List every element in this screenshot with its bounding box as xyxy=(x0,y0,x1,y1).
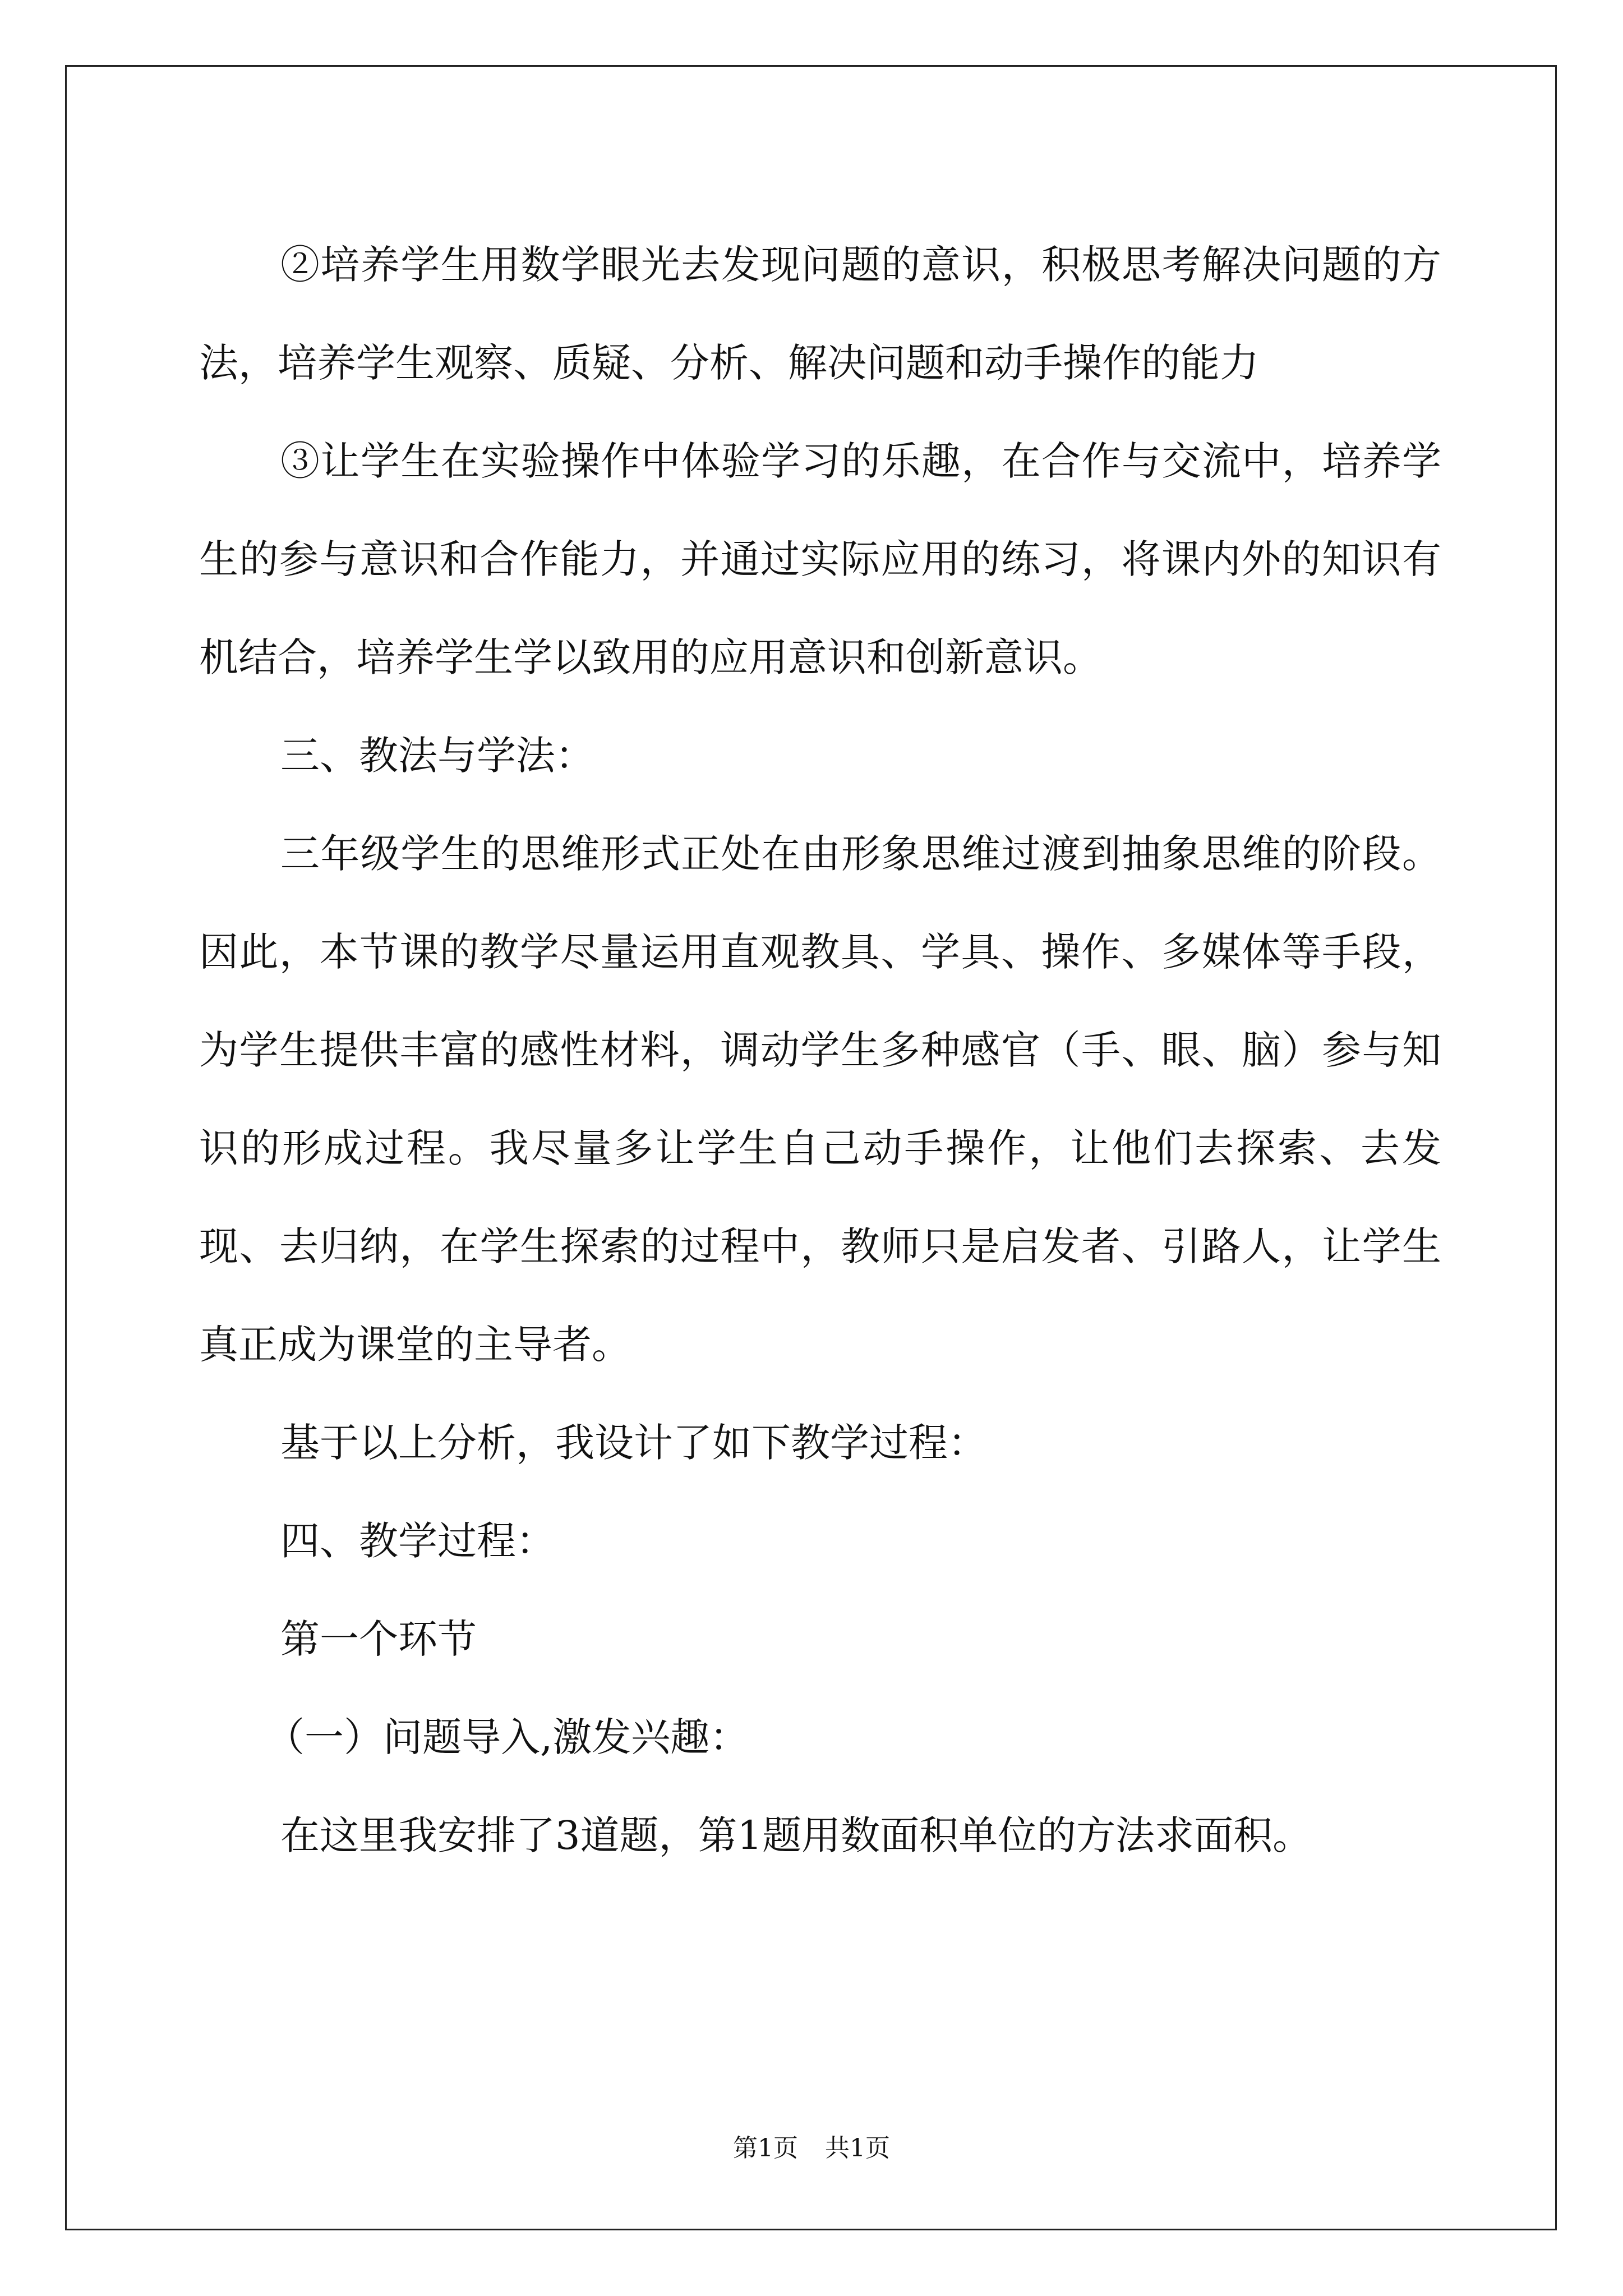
paragraph-transition: 基于以上分析，我设计了如下教学过程： xyxy=(280,1420,987,1466)
subheading-problem-intro: （一）问题导入,激发兴趣： xyxy=(265,1714,749,1760)
page-footer xyxy=(0,2132,1623,2165)
paragraph-exercises: 在这里我安排了3道题，第1题用数面积单位的方法求面积。 xyxy=(280,1812,1312,1858)
subheading-first-stage: 第一个环节 xyxy=(280,1616,477,1662)
page-total: 共1页 xyxy=(825,2134,890,2162)
paragraph-objective-2: ②培养学生用数学眼光去发现问题的意识，积极思考解决问题的方法，培养学生观察、质疑、分析、解决问题和动手操作的能力 xyxy=(199,242,1441,386)
document-body xyxy=(199,216,1441,1885)
page-number: 第1页 xyxy=(733,2134,798,2162)
paragraph-objective-3: ③让学生在实验操作中体验学习的乐趣，在合作与交流中，培养学生的参与意识和合作能力，并通过实际应用的练习，将课内外的知识有机结合，培养学生学以致用的应用意识和创新意识。 xyxy=(199,438,1441,680)
section-heading-methods: 三、教法与学法： xyxy=(280,733,594,779)
section-heading-process: 四、教学过程： xyxy=(280,1518,555,1564)
paragraph-methods: 三年级学生的思维形式正处在由形象思维过渡到抽象思维的阶段。因此，本节课的教学尽量运用直观教具、学具、操作、多媒体等手段，为学生提供丰富的感性材料，调动学生多种感官（手、眼、脑）参与知识的形成过程。我尽量多让学生自己动手操作，让他们去探索、去发现、去归纳，在学生探索的过程中，教师只是启发者、引路人，让学生真正成为课堂的主导者。 xyxy=(199,831,1441,1368)
